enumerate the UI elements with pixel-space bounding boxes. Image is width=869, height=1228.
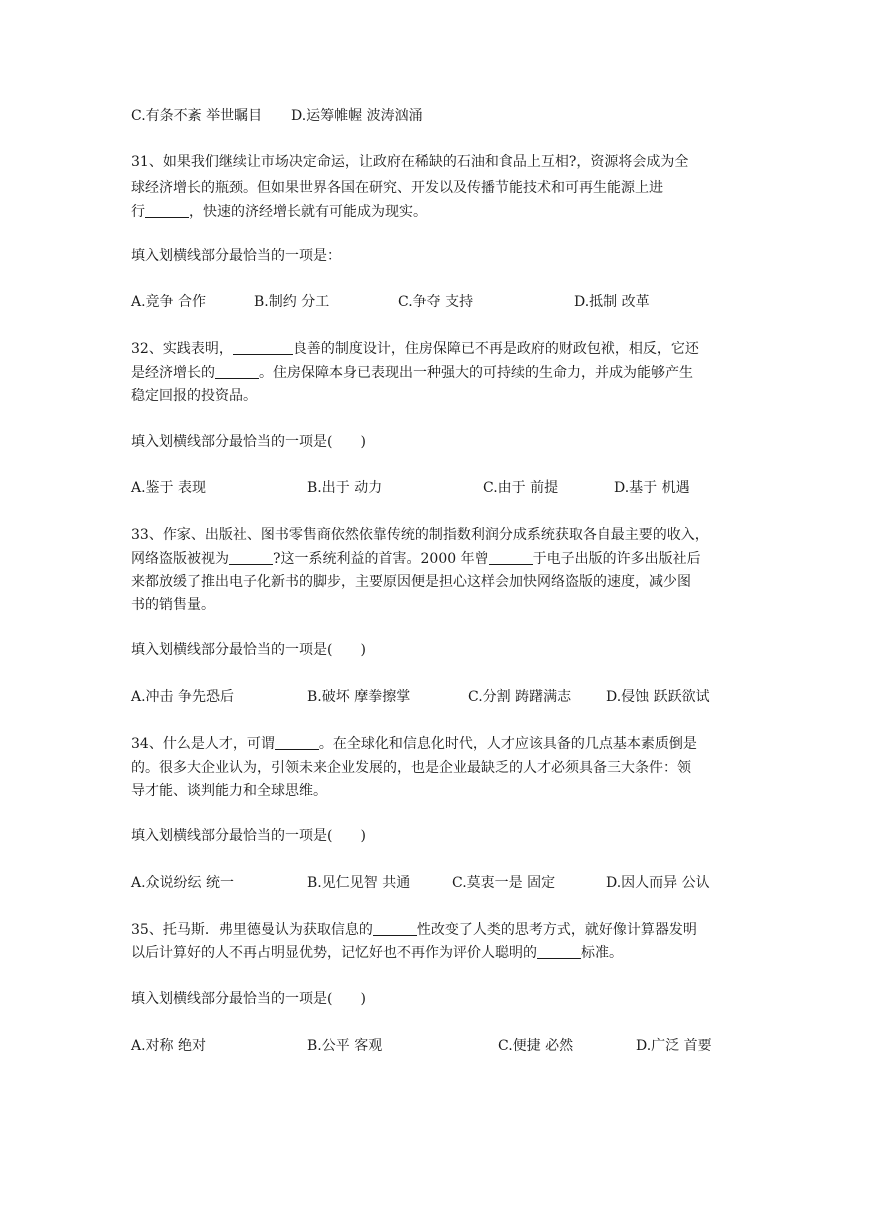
q31-option-b: B.制约 分工 [254, 294, 330, 310]
q33-option-a: A.冲击 争先恐后 [131, 689, 235, 705]
q35-option-a: A.对称 绝对 [131, 1038, 207, 1054]
answer-blank [229, 550, 273, 565]
q32-option-c: C.由于 前提 [483, 480, 559, 496]
q32-line-1: 32、实践表明， 良善的制度设计，住房保障已不再是政府的财政包袱，相反，它还 [131, 341, 699, 357]
answer-blank [489, 550, 533, 565]
q35-line-2: 以后计算好的人不再占明显优势，记忆好也不再作为评价人聪明的 标准。 [131, 945, 623, 961]
q34-line-3: 导才能、谈判能力和全球思维。 [131, 783, 327, 799]
answer-blank [233, 340, 293, 355]
q33-option-c: C.分割 踌躇满志 [468, 689, 572, 705]
q33-option-d: D.侵蚀 跃跃欲试 [606, 689, 710, 705]
q34-option-d: D.因人而异 公认 [606, 875, 710, 891]
q34-option-c: C.莫衷一是 固定 [452, 875, 556, 891]
answer-blank [145, 203, 189, 218]
answer-blank [275, 735, 319, 750]
q31-line-3: 行 ，快速的济经增长就有可能成为现实。 [131, 204, 427, 220]
answer-blank [537, 944, 581, 959]
q34-line-2: 的。很多大企业认为，引领未来企业发展的，也是企业最缺乏的人才必须具备三大条件：领 [131, 760, 691, 776]
q31-line-2: 球经济增长的瓶颈。但如果世界各国在研究、开发以及传播节能技术和可再生能源上进 [131, 180, 663, 196]
q31-line-1: 31、如果我们继续让市场决定命运，让政府在稀缺的石油和食品上互相?，资源将会成为全 [131, 154, 689, 170]
q33-line-1: 33、作家、出版社、图书零售商依然依靠传统的制指数利润分成系统获取各自最主要的收入， [131, 527, 709, 543]
q34-option-a: A.众说纷纭 统一 [131, 875, 235, 891]
q32-option-d: D.基于 机遇 [614, 480, 690, 496]
q33-option-b: B.破坏 摩拳擦掌 [307, 689, 411, 705]
q32-line-2: 是经济增长的 。住房保障本身已表现出一种强大的可持续的生命力，并成为能够产生 [131, 365, 693, 381]
q31-option-a: A.竞争 合作 [131, 294, 207, 310]
q30-option-d: D.运筹帷幄 波涛汹涌 [291, 108, 423, 124]
q33-line-3: 来都放缓了推出电子化新书的脚步，主要原因便是担心这样会加快网络盗版的速度，减少图 [131, 574, 691, 590]
q33-prompt: 填入划横线部分最恰当的一项是( ) [131, 642, 366, 658]
q32-line-3: 稳定回报的投资品。 [131, 388, 257, 404]
q33-line-4: 书的销售量。 [131, 597, 215, 613]
q33-line-2: 网络盗版被视为 ?这一系统利益的首害。2000 年曾 于电子出版的许多出版社后 [131, 551, 701, 567]
q30-option-c: C.有条不紊 举世瞩目 [131, 108, 263, 124]
q32-option-a: A.鉴于 表现 [131, 480, 207, 496]
q32-prompt: 填入划横线部分最恰当的一项是( ) [131, 434, 366, 450]
q35-option-b: B.公平 客观 [307, 1038, 383, 1054]
q34-option-b: B.见仁见智 共通 [307, 875, 411, 891]
answer-blank [215, 364, 259, 379]
q35-prompt: 填入划横线部分最恰当的一项是( ) [131, 991, 366, 1007]
q35-option-d: D.广泛 首要 [636, 1038, 712, 1054]
q32-option-b: B.出于 动力 [307, 480, 383, 496]
q31-option-d: D.抵制 改革 [574, 294, 650, 310]
q35-option-c: C.便捷 必然 [498, 1038, 574, 1054]
q31-option-c: C.争夺 支持 [398, 294, 474, 310]
q31-prompt: 填入划横线部分最恰当的一项是： [131, 248, 341, 264]
q34-line-1: 34、什么是人才，可谓 。在全球化和信息化时代，人才应该具备的几点基本素质倒是 [131, 736, 697, 752]
answer-blank [373, 921, 417, 936]
q34-prompt: 填入划横线部分最恰当的一项是( ) [131, 828, 366, 844]
q35-line-1: 35、托马斯．弗里德曼认为获取信息的 性改变了人类的思考方式，就好像计算器发明 [131, 922, 697, 938]
